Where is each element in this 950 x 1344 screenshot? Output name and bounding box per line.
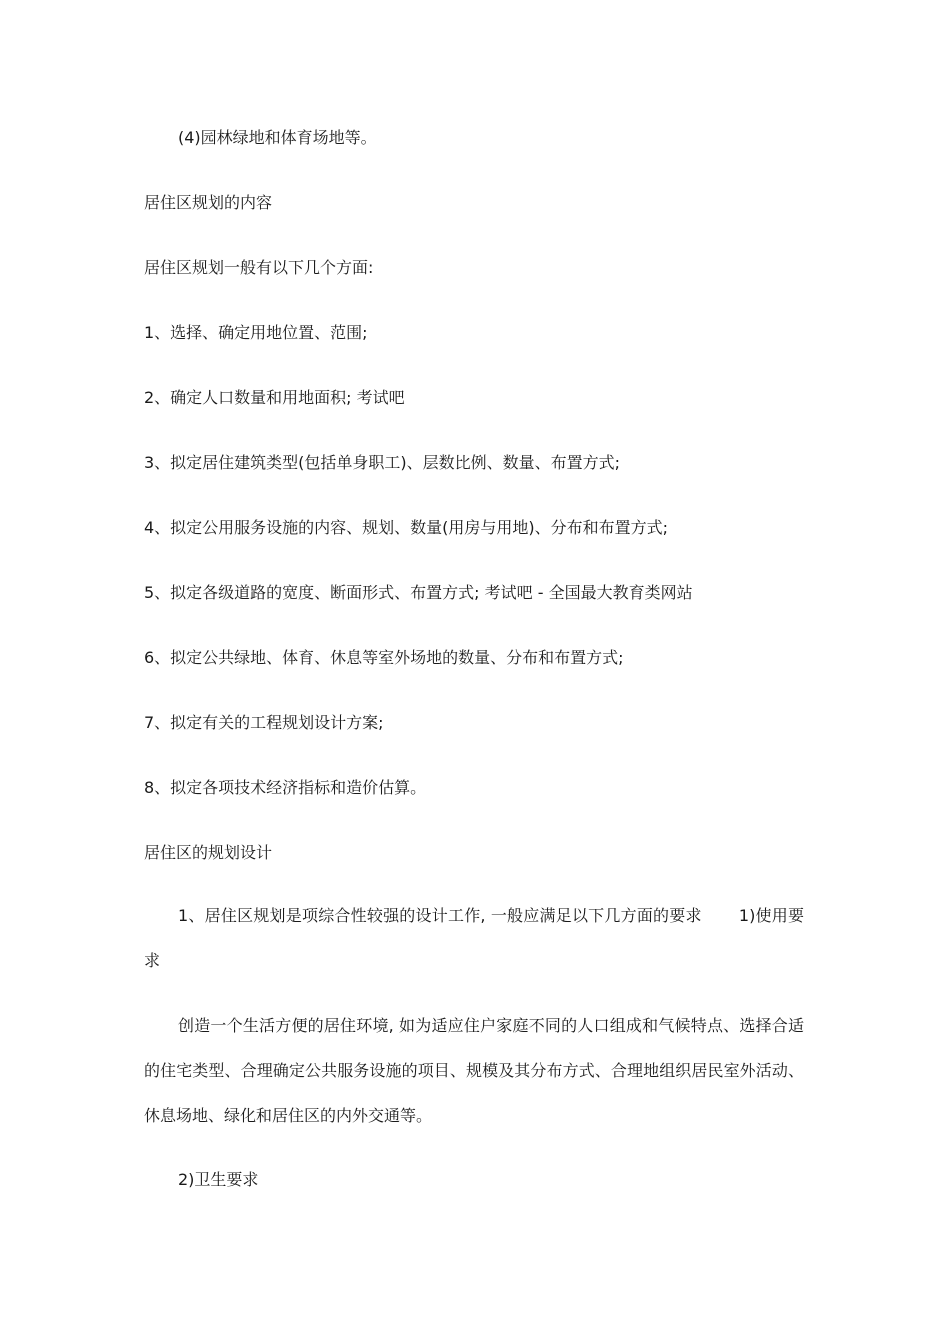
list-item-7: 7、拟定有关的工程规划设计方案; [144,713,384,732]
list-item-6: 6、拟定公共绿地、体育、休息等室外场地的数量、分布和布置方式; [144,648,624,667]
subheading-hygiene-requirements: 2)卫生要求 [178,1170,259,1189]
list-item-green-space: (4)园林绿地和体育场地等。 [178,128,377,147]
list-item-3: 3、拟定居住建筑类型(包括单身职工)、层数比例、数量、布置方式; [144,453,621,472]
section-heading-planning-content: 居住区规划的内容 [144,193,273,212]
list-item-5: 5、拟定各级道路的宽度、断面形式、布置方式; 考试吧 - 全国最大教育类网站 [144,583,693,602]
paragraph-requirements: 1、居住区规划是项综合性较强的设计工作, 一般应满足以下几方面的要求 1)使用要求 [144,906,804,970]
list-item-1: 1、选择、确定用地位置、范围; [144,323,368,342]
paragraph-living-environment: 创造一个生活方便的居住环境, 如为适应住户家庭不同的人口组成和气候特点、选择合适的住宅类型、合理确定公共服务设施的项目、规模及其分布方式、合理地组织居民室外活动、休息场地、绿化和居住区的内外交通等。 [144,1016,804,1125]
intro-line: 居住区规划一般有以下几个方面: [144,258,374,277]
section-heading-planning-design: 居住区的规划设计 [144,843,273,862]
list-item-4: 4、拟定公用服务设施的内容、规划、数量(用房与用地)、分布和布置方式; [144,518,669,537]
list-item-8: 8、拟定各项技术经济指标和造价估算。 [144,778,427,797]
list-item-2: 2、确定人口数量和用地面积; 考试吧 [144,388,405,407]
